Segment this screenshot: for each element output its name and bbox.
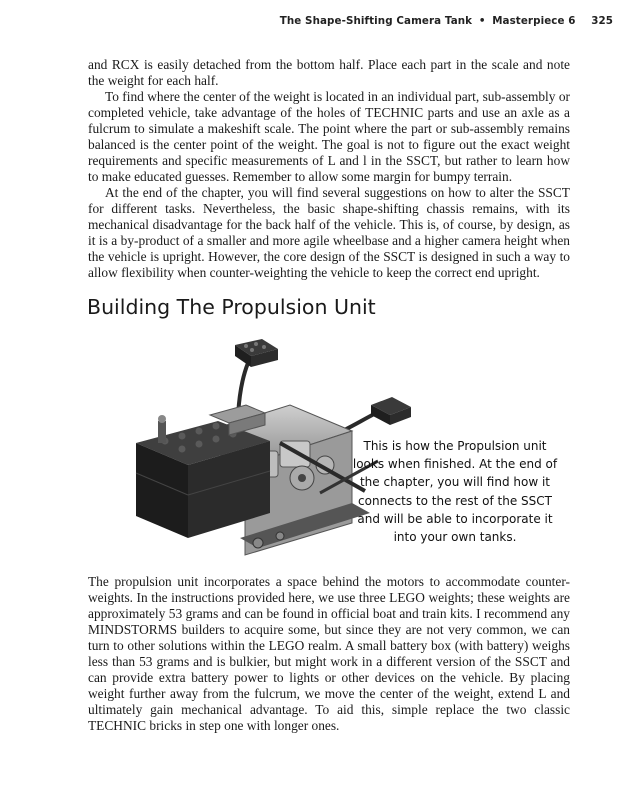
running-head <box>280 15 613 27</box>
propulsion-text <box>88 574 570 734</box>
book-title: Masterpiece 6 <box>492 15 576 27</box>
page-number: 325 <box>591 15 613 27</box>
intro-paragraph-3: At the end of the chapter, you will find several suggestions on how to alter the SSCT for different tasks. Nevertheless, the basic shape-shifting chassis remains, with its mechanical disadvantage for the back half of the vehicle. This is, of course, by design, as it is a by-product of a smaller and more agile wheelbase and a higher camera height when the vehicle is upright. However, the core design of the SSCT is designed in such a way to allow flexibility when counter-weighting the vehicle to keep the correct end upright. <box>88 185 570 280</box>
intro-text <box>88 57 570 281</box>
figure-caption: This is how the Propulsion unit looks when finished. At the end of the chapter, you will find how it connects to the rest of the SSCT and will be able to incorporate it into your own tanks. <box>352 439 558 545</box>
section-heading: Building The Propulsion Unit <box>87 295 376 319</box>
intro-paragraph-2: To find where the center of the weight is located in an individual part, sub-assembly or completed vehicle, take advantage of the holes of TECHNIC parts and use an axle as a fulcrum to simulate a makeshift scale. The point where the part or sub-assembly remains balanced is the center point of the weight. The goal is not to figure out the exact weight requirements and specific measurements of L and l in the SSCT, but rather to learn how to make educated guesses. Remember to allow some margin for bumpy terrain. <box>88 89 570 184</box>
chapter-title: The Shape-Shifting Camera Tank <box>279 15 473 27</box>
header-separator: • <box>478 15 486 27</box>
intro-paragraph-1: and RCX is easily detached from the bottom half. Place each part in the scale and note the weight for each half. <box>88 57 570 88</box>
body-paragraph-1: The propulsion unit incorporates a space behind the motors to accommodate counter-weights. In the instructions provided here, we use three LEGO weights; these weights are approximately 53 grams and can be found in official boat and train kits. I recommend any MINDSTORMS builders to acquire some, but since they are not very common, we can turn to other solutions within the LEGO realm. A small battery box (with battery) weighs less than 53 grams and is bulkier, but might work in a different version of the SSCT and can provide extra battery power to lights or other devices on the vehicle. By placing weight further away from the fulcrum, we move the center of the weight, extend L and ultimately gain mechanical advantage. To aid this, simple replace the two classic TECHNIC bricks in step one with longer ones. <box>88 574 570 733</box>
